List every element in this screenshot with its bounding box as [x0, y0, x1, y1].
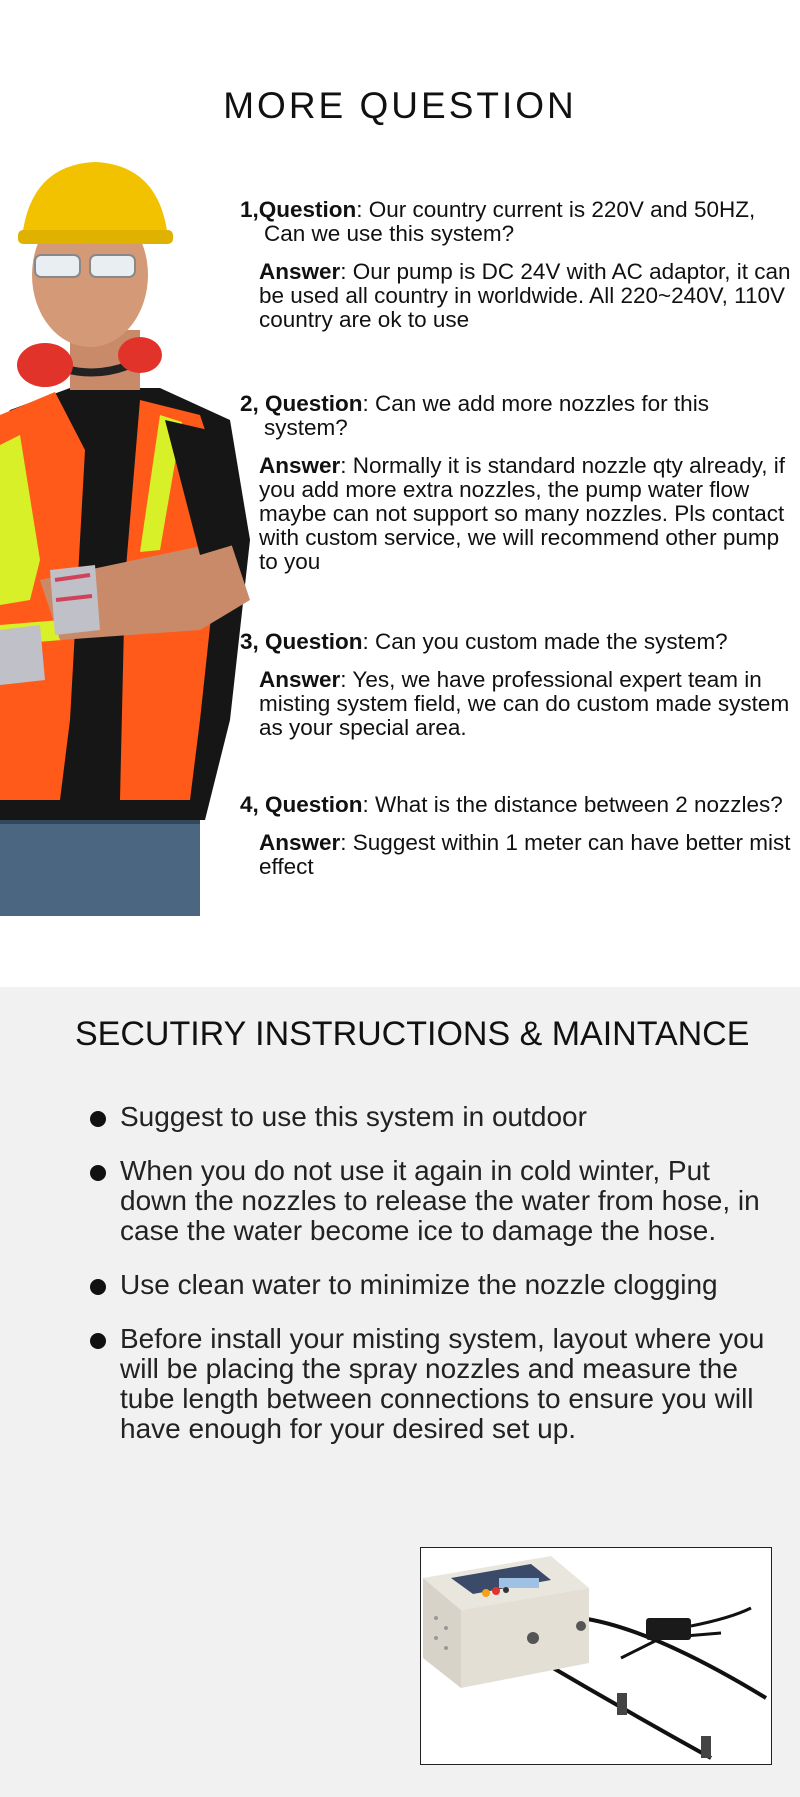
answer	[259, 454, 795, 574]
security-section	[0, 987, 800, 1797]
answer-text: : Suggest within 1 meter can have better mist effect	[259, 830, 791, 879]
bullet-icon	[90, 1279, 106, 1295]
list-item	[90, 1102, 770, 1132]
qa-item	[240, 630, 795, 740]
section-title: SECUTIRY INSTRUCTIONS & MAINTANCE	[75, 1015, 750, 1053]
qa-item	[240, 198, 795, 332]
answer-label: Answer	[259, 453, 341, 478]
question-label: 3, Question	[240, 629, 363, 654]
answer-label: Answer	[259, 259, 341, 284]
bullet-icon	[90, 1165, 106, 1181]
question-text: : Our country current is 220V and 50HZ,	[356, 197, 756, 222]
list-item	[90, 1324, 770, 1444]
product-image	[420, 1547, 772, 1765]
list-item-text: Before install your misting system, layout where you will be placing the spray nozzles and measure the tube length between connections to ensure you will have enough for your desired set up.	[120, 1323, 765, 1444]
answer-text: : Yes, we have professional expert team in misting system field, we can do custom made system as your special area.	[259, 667, 790, 740]
question	[240, 630, 795, 654]
instruction-list	[90, 1102, 770, 1468]
bullet-icon	[90, 1111, 106, 1127]
question-text-cont: Can we use this system?	[264, 221, 515, 246]
bullet-icon	[90, 1333, 106, 1349]
question-text-cont: system?	[264, 415, 348, 440]
question-label: 1,Question	[240, 197, 357, 222]
answer	[259, 831, 795, 879]
question-label: 4, Question	[240, 792, 363, 817]
answer-label: Answer	[259, 667, 341, 692]
list-item-text: When you do not use it again in cold winter, Put down the nozzles to release the water from hose, in case the water become ice to damage the hose.	[120, 1155, 760, 1246]
answer	[259, 668, 795, 740]
worker-image	[0, 160, 260, 916]
answer	[259, 260, 795, 332]
list-item	[90, 1270, 770, 1300]
qa-item	[240, 793, 795, 879]
list-item	[90, 1156, 770, 1246]
question	[240, 392, 795, 440]
question	[240, 198, 795, 246]
question-label: 2, Question	[240, 391, 363, 416]
answer-text: : Our pump is DC 24V with AC adaptor, it can be used all country in worldwide. All 220~240V, 110V country are ok to use	[259, 259, 791, 332]
question-text: : Can you custom made the system?	[362, 629, 728, 654]
page-title: MORE QUESTION	[223, 85, 577, 126]
question-text: : Can we add more nozzles for this	[362, 391, 709, 416]
qa-item	[240, 392, 795, 574]
answer-text: : Normally it is standard nozzle qty already, if you add more extra nozzles, the pump water flow maybe can not support so many nozzles. Pls contact with custom service, we will recommend other pump to you	[259, 453, 786, 574]
list-item-text: Suggest to use this system in outdoor	[120, 1101, 587, 1132]
question-text: : What is the distance between 2 nozzles?	[362, 792, 783, 817]
question	[240, 793, 795, 817]
list-item-text: Use clean water to minimize the nozzle clogging	[120, 1269, 718, 1300]
answer-label: Answer	[259, 830, 341, 855]
